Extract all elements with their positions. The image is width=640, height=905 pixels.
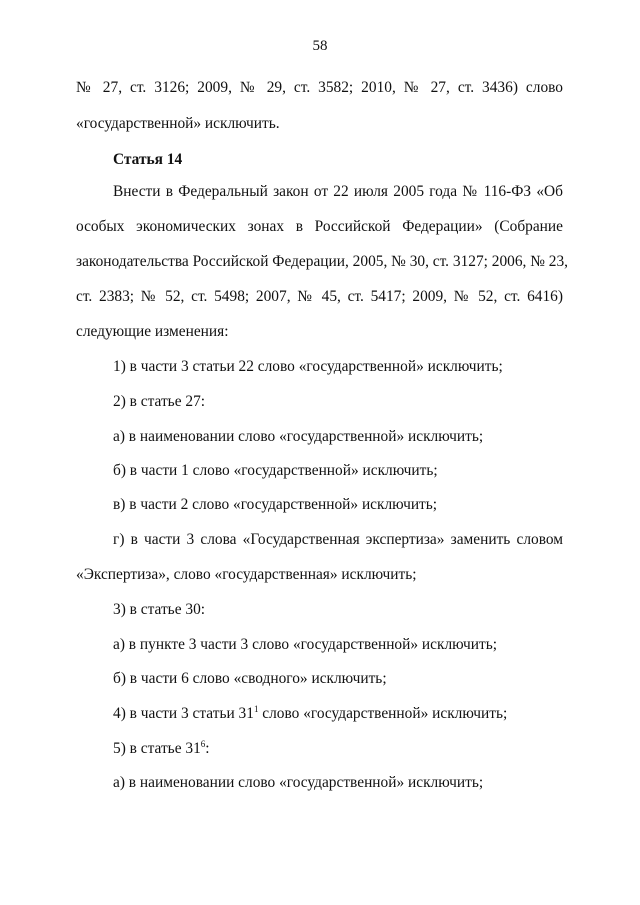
- list-item-text: 5) в статье 31: [113, 740, 201, 757]
- list-item: [113, 704, 563, 724]
- paragraph-line: законодательства Российской Федерации, 2005, № 30, ст. 3127; 2006, № 23,: [76, 253, 569, 270]
- list-subitem: а) в пункте 3 части 3 слово «государственной» исключить;: [113, 636, 498, 653]
- text-line: «государственной» исключить.: [76, 115, 280, 132]
- list-subitem: г) в части 3 слова «Государственная экспертиза» заменить словом: [113, 531, 563, 548]
- article-heading: Статья 14: [113, 151, 183, 168]
- list-subitem: б) в части 1 слово «государственной» исключить;: [113, 462, 438, 479]
- paragraph-line: Внести в Федеральный закон от 22 июля 2005 года № 116-ФЗ «Об: [113, 183, 563, 200]
- list-subitem: «Экспертиза», слово «государственная» исключить;: [76, 566, 417, 583]
- paragraph-line: следующие изменения:: [76, 323, 229, 340]
- text-line: № 27, ст. 3126; 2009, № 29, ст. 3582; 2010, № 27, ст. 3436) слово: [76, 79, 563, 96]
- list-item-text: слово «государственной» исключить;: [258, 705, 508, 722]
- list-subitem: в) в части 2 слово «государственной» исключить;: [113, 496, 438, 513]
- superscript: 1: [253, 704, 259, 714]
- list-subitem: б) в части 6 слово «сводного» исключить;: [113, 670, 387, 687]
- list-subitem: а) в наименовании слово «государственной» исключить;: [113, 428, 484, 445]
- paragraph-line: особых экономических зонах в Российской Федерации» (Собрание: [76, 218, 563, 235]
- page-number: 58: [312, 38, 328, 54]
- superscript: 6: [200, 739, 206, 749]
- list-item: 1) в части 3 статьи 22 слово «государственной» исключить;: [113, 358, 503, 375]
- list-item: 2) в статье 27:: [113, 393, 206, 410]
- list-item: 3) в статье 30:: [113, 601, 206, 618]
- list-subitem: а) в наименовании слово «государственной» исключить;: [113, 774, 484, 791]
- list-item-text: :: [205, 740, 210, 757]
- list-item-text: 4) в части 3 статьи 31: [113, 705, 254, 722]
- list-item: [113, 739, 563, 759]
- paragraph-line: ст. 2383; № 52, ст. 5498; 2007, № 45, ст. 5417; 2009, № 52, ст. 6416): [76, 288, 563, 305]
